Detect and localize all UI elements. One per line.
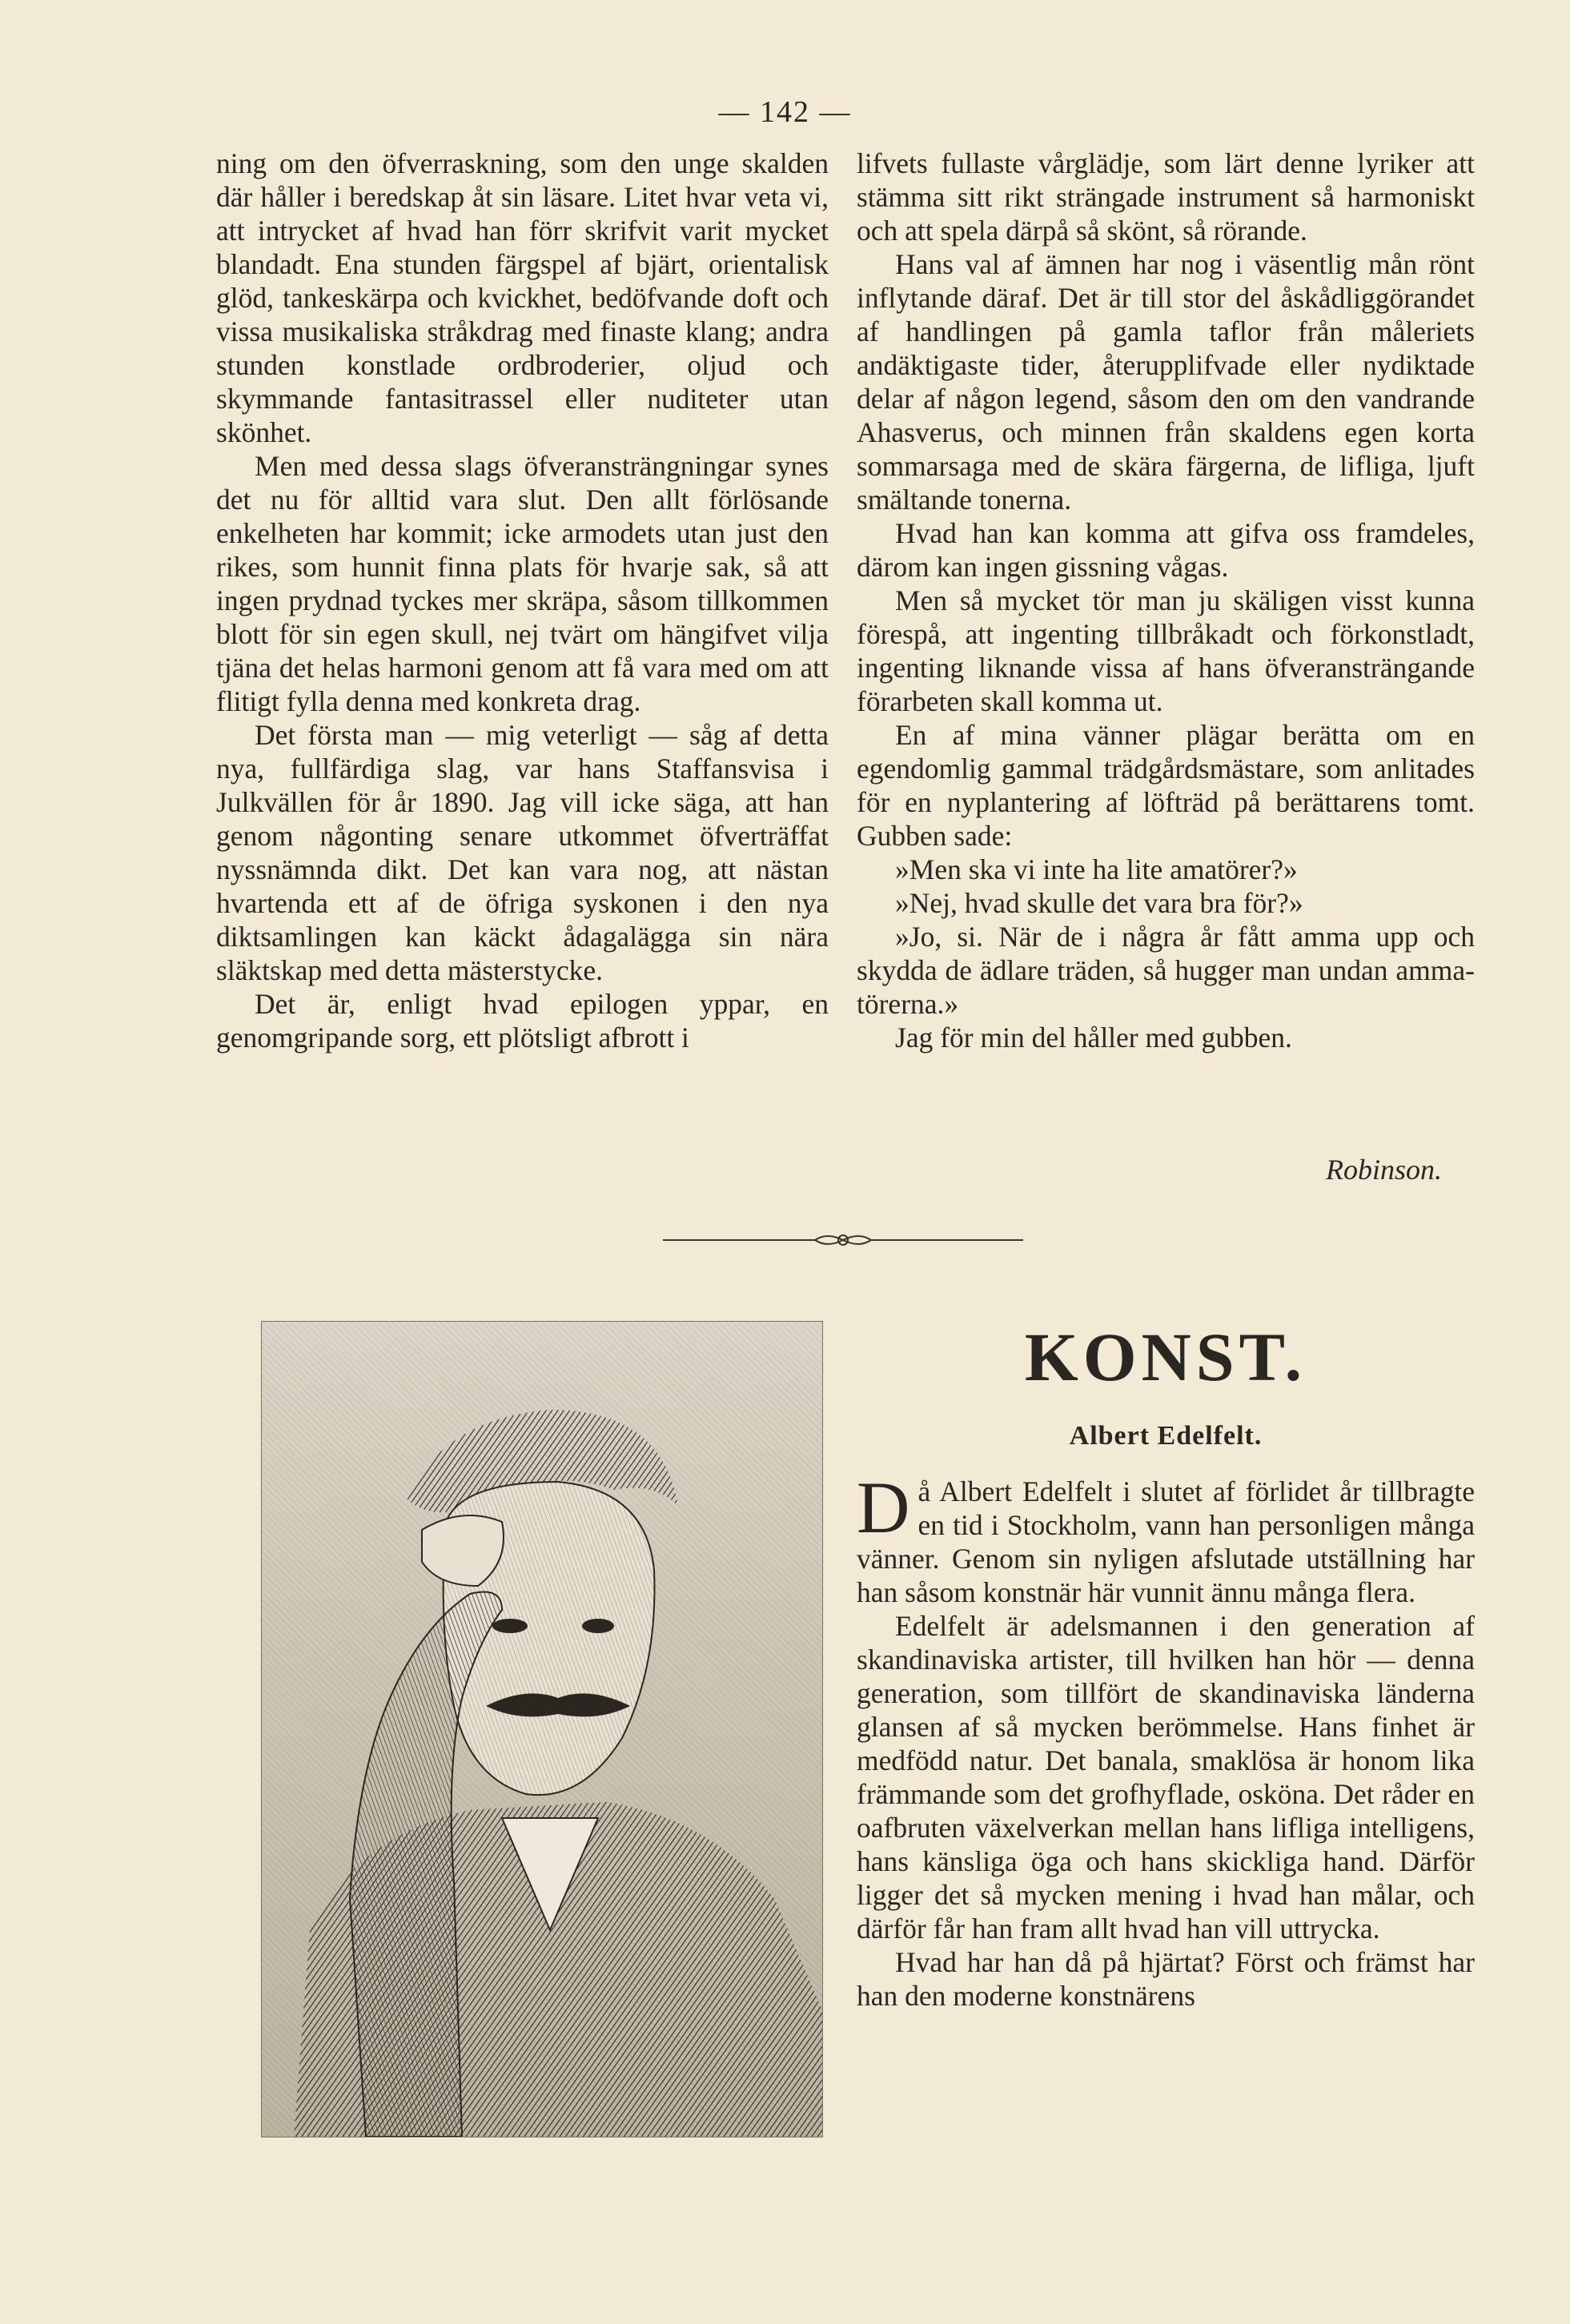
dialogue-line: »Jo, si. När de i några år fått amma upp och skydda de ädlare träden, så hugger man undan amma-törerna.»: [857, 921, 1475, 1020]
first-paragraph-text: å Albert Edelfelt i slutet af förlidet år tillbragte en tid i Stockholm, vann han personligen många vänner. Genom sin nyligen afslutade utställning har han såsom konstnär här vunnit ännu många flera.: [857, 1475, 1475, 1608]
drop-cap: D: [857, 1467, 910, 1548]
paragraph: Men så mycket tör man ju skäligen visst kunna förespå, att ingenting tillbråkadt och förkonstladt, ingenting liknande vissa af hans öfveransträngande förarbeten skall komma ut.: [857, 584, 1475, 717]
paragraph: Jag för min del håller med gubben.: [895, 1022, 1292, 1054]
dialogue-line: »Nej, hvad skulle det vara bra för?»: [895, 887, 1303, 919]
section-heading: KONST.: [1024, 1319, 1307, 1395]
paragraph: Hvad han kan komma att gifva oss framdeles, därom kan ingen gissning vågas.: [857, 517, 1475, 583]
article-title: Albert Edelfelt.: [1069, 1421, 1263, 1451]
paragraph: Hvad har han då på hjärtat? Först och främst har han den moderne konstnärens: [857, 1946, 1475, 2012]
paragraph: Hans val af ämnen har nog i väsentlig mån rönt inflytande däraf. Det är till stor del åskådliggörandet af handlingen på gamla taflor från måleriets andäktigaste tider, återupplifvade eller nydiktade delar af någon legend, såsom den om den vandrande Ahasverus, och minnen från skaldens egen korta sommarsaga med de skära färgerna, de lifliga, ljuft smältande tonerna.: [857, 248, 1475, 516]
portrait-engraving: [261, 1321, 823, 2137]
ornament-divider: [663, 1228, 1023, 1252]
article-text-column: [857, 1467, 1475, 2013]
first-paragraph: [857, 1467, 1475, 1609]
dialogue-line: »Men ska vi inte ha lite amatörer?»: [895, 853, 1298, 885]
portrait-illustration: [262, 1322, 822, 2137]
author-signature: Robinson.: [1325, 1154, 1442, 1186]
right-text-column: [857, 147, 1475, 1054]
paragraph: Det är, enligt hvad epilogen yppar, en genomgripande sorg, ett plötsligt afbrott i: [216, 988, 829, 1054]
paragraph: Edelfelt är adelsmannen i den generation af skandinaviska artister, till hvilken han hör — denna generation, som tillfört de skandinaviska länderna glansen af så mycken berömmelse. Hans finhet är medfödd natur. Det banala, smaklösa är honom lika främmande som det grofhyflade, osköna. Det råder en oafbruten växelverkan mellan hans lifliga intelligens, hans känsliga öga och hans skickliga hand. Därför ligger det så mycken mening i hvad han målar, och därför får han fram allt hvad han vill uttrycka.: [857, 1610, 1475, 1945]
paragraph: lifvets fullaste vårglädje, som lärt denne lyriker att stämma sitt rikt strängade instrument så harmoniskt och att spela därpå så skönt, så rörande.: [857, 147, 1475, 247]
paragraph: En af mina vänner plägar berätta om en egendomlig gammal trädgårdsmästare, som anlitades för en nyplantering af löfträd på berättarens tomt. Gubben sade:: [857, 719, 1475, 852]
paragraph: Det första man — mig veterligt — såg af detta nya, fullfärdiga slag, var hans Staffansvisa i Julkvällen för år 1890. Jag vill icke säga, att han genom någonting senare utkommet öfverträffat nyssnämnda dikt. Det kan vara nog, att nästan hvartenda ett af de öfriga syskonen i den nya diktsamlingen kan käckt ådagalägga sin nära släktskap med detta mästerstycke.: [216, 719, 829, 986]
paragraph: ning om den öfverraskning, som den unge skalden där håller i beredskap åt sin läsare. Litet hvar veta vi, att intrycket af hvad han förr skrifvit varit mycket blandadt. Ena stunden färgspel af bjärt, orientalisk glöd, tankeskärpa och kvickhet, bedöfvande doft och vissa musikaliska stråkdrag med finaste klang; andra stunden konstlade ordbroderier, oljud och skymmande fantasitrassel eller nuditeter utan skönhet.: [216, 147, 829, 448]
page-number: — 142 —: [718, 95, 852, 129]
left-text-column: [216, 147, 829, 1054]
paragraph: Men med dessa slags öfveransträngningar synes det nu för alltid vara slut. Den allt förlösande enkelheten har kommit; icke armodets utan just den rikes, som hunnit finna plats för hvarje sak, så att ingen prydnad tyckes mer skräpa, såsom tillkommen blott för sin egen skull, nej tvärt om hängifvet vilja tjäna det helas harmoni genom att få vara med om att flitigt fylla denna med konkreta drag.: [216, 450, 829, 717]
